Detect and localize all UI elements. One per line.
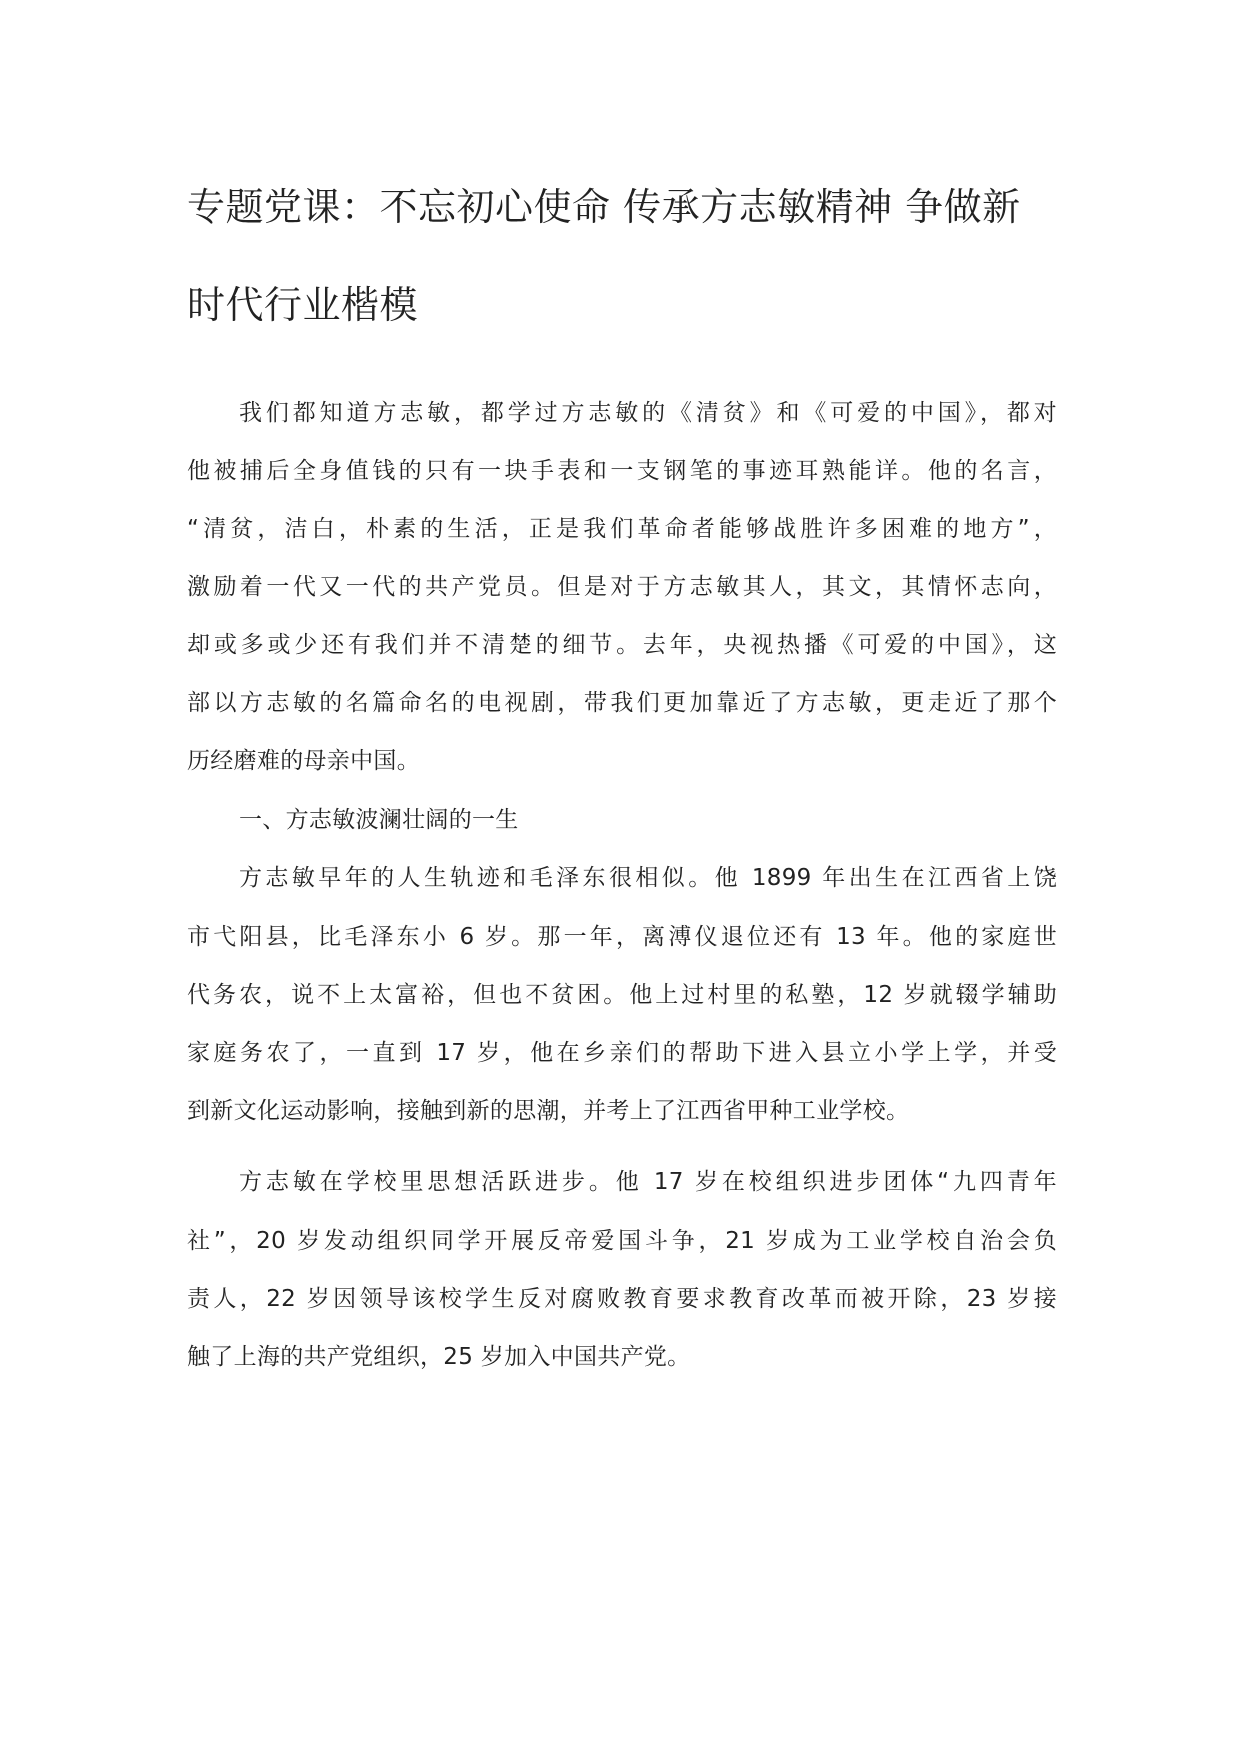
paragraph-line: 代务农，说不上太富裕，但也不贫困。他上过村里的私塾，12 岁就辍学辅助 [187,982,1057,1008]
paragraph-line: 他被捕后全身值钱的只有一块手表和一支钢笔的事迹耳熟能详。他的名言， [187,458,1057,484]
paragraph-line: 部以方志敏的名篇命名的电视剧，带我们更加靠近了方志敏，更走近了那个 [187,690,1057,716]
paragraph-line: 方志敏在学校里思想活跃进步。他 17 岁在校组织进步团体“九四青年 [239,1169,1057,1195]
paragraph-line: 历经磨难的母亲中国。 [187,748,420,774]
paragraph-line: 到新文化运动影响，接触到新的思潮，并考上了江西省甲种工业学校。 [187,1098,910,1124]
paragraph-line: 却或多或少还有我们并不清楚的细节。去年，央视热播《可爱的中国》，这 [187,632,1057,658]
document-title-line-1: 专题党课：不忘初心使命 传承方志敏精神 争做新 [187,185,1021,229]
paragraph-line: 方志敏早年的人生轨迹和毛泽东很相似。他 1899 年出生在江西省上饶 [239,865,1057,891]
paragraph-line: 责人，22 岁因领导该校学生反对腐败教育要求教育改革而被开除，23 岁接 [187,1286,1057,1312]
paragraph-line: 社”，20 岁发动组织同学开展反帝爱国斗争，21 岁成为工业学校自治会负 [187,1228,1057,1254]
paragraph-line: 家庭务农了，一直到 17 岁，他在乡亲们的帮助下进入县立小学上学，并受 [187,1040,1057,1066]
paragraph-line: 激励着一代又一代的共产党员。但是对于方志敏其人，其文，其情怀志向， [187,574,1057,600]
section-heading: 一、方志敏波澜壮阔的一生 [239,807,519,833]
document-page [187,0,1057,1754]
paragraph-line: 触了上海的共产党组织，25 岁加入中国共产党。 [187,1344,691,1370]
paragraph-line: 市弋阳县，比毛泽东小 6 岁。那一年，离溥仪退位还有 13 年。他的家庭世 [187,924,1057,950]
document-title-line-2: 时代行业楷模 [187,283,419,327]
paragraph-line: “清贫，洁白，朴素的生活，正是我们革命者能够战胜许多困难的地方”， [187,516,1057,542]
paragraph-line: 我们都知道方志敏，都学过方志敏的《清贫》和《可爱的中国》，都对 [239,400,1057,426]
